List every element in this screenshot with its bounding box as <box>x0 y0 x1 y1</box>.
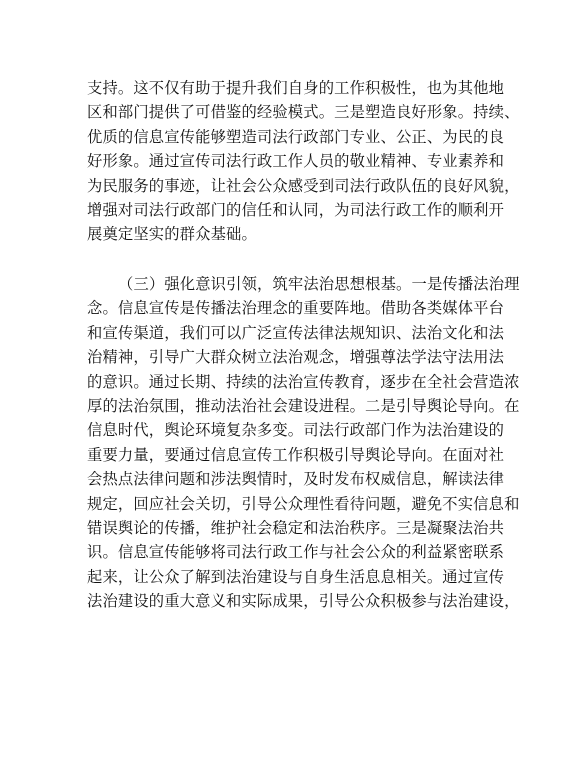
paragraph-2-line: 治精神，引导广大群众树立法治观念，增强尊法学法守法用法 <box>87 348 505 367</box>
paragraph-2-line: 规定，回应社会关切，引导公众理性看待问题，避免不实信息和 <box>87 494 520 513</box>
paragraph-1-line: 支持。这不仅有助于提升我们自身的工作积极性，也为其他地 <box>87 79 505 97</box>
paragraph-1-line: 好形象。通过宣传司法行政工作人员的敬业精神、专业素养和 <box>87 152 505 171</box>
paragraph-2-line: 厚的法治氛围，推动法治社会建设进程。二是引导舆论导向。在 <box>87 396 520 415</box>
paragraph-1-line: 为民服务的事迹，让社会公众感受到司法行政队伍的良好风貌， <box>87 176 520 195</box>
paragraph-2-line: 错误舆论的传播，维护社会稳定和法治秩序。三是凝聚法治共 <box>87 518 505 537</box>
paragraph-2-line: 的意识。通过长期、持续的法治宣传教育，逐步在全社会营造浓 <box>87 372 520 391</box>
paragraph-2 <box>87 272 520 613</box>
paragraph-1 <box>87 76 520 247</box>
paragraph-2-line: 念。信息宣传是传播法治理念的重要阵地。借助各类媒体平台 <box>87 299 505 318</box>
paragraph-2-line: 识。信息宣传能够将司法行政工作与社会公众的利益紧密联系 <box>87 543 505 562</box>
paragraph-1-line: 展奠定坚实的群众基础。 <box>87 225 257 244</box>
paragraph-2-line: 和宣传渠道，我们可以广泛宣传法律法规知识、法治文化和法 <box>87 323 505 342</box>
paragraph-1-line: 区和部门提供了可借鉴的经验模式。三是塑造良好形象。持续、 <box>87 103 520 122</box>
paragraph-1-line: 优质的信息宣传能够塑造司法行政部门专业、公正、为民的良 <box>87 127 505 146</box>
paragraph-2-line: 起来，让公众了解到法治建设与自身生活息息相关。通过宣传 <box>87 567 505 586</box>
paragraph-2-line: 法治建设的重大意义和实际成果，引导公众积极参与法治建设， <box>87 592 520 611</box>
paragraph-2-line: 会热点法律问题和涉法舆情时，及时发布权威信息，解读法律 <box>87 470 505 489</box>
paragraph-2-line: 重要力量，要通过信息宣传工作积极引导舆论导向。在面对社 <box>87 445 505 464</box>
paragraph-2-line: （三）强化意识引领，筑牢法治思想根基。一是传播法治理 <box>118 275 520 293</box>
paragraph-1-line: 增强对司法行政部门的信任和认同，为司法行政工作的顺利开 <box>87 200 505 219</box>
paragraph-2-line: 信息时代，舆论环境复杂多变。司法行政部门作为法治建设的 <box>87 421 505 440</box>
